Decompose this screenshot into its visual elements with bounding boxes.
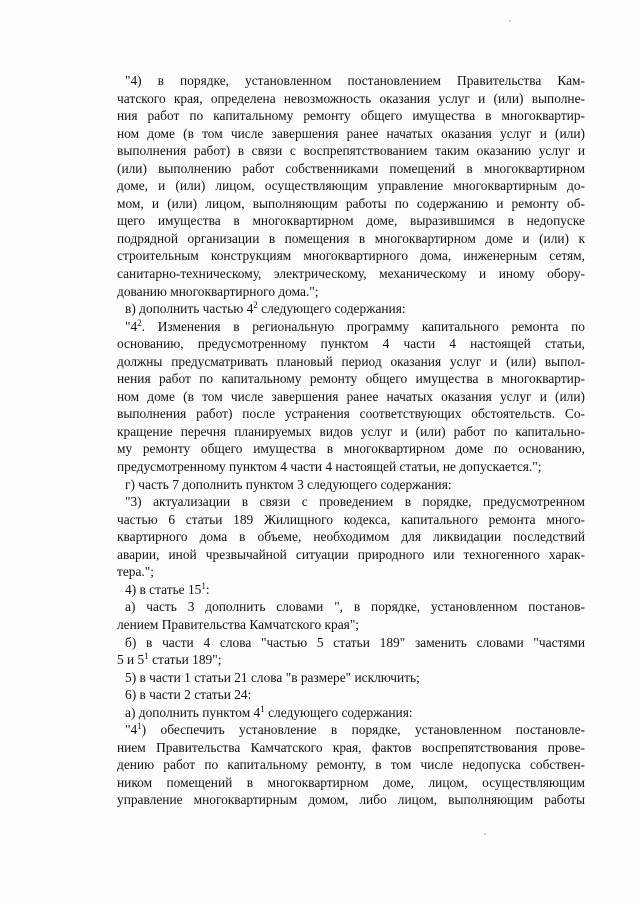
paragraph-point-3-text: [117, 493, 585, 581]
text-line: кращение перечня планируемых видов услуг и (или) работ по капитально-: [117, 423, 585, 439]
superscript: 1: [144, 651, 149, 662]
text-line: предусмотренному пунктом 4 части 4 настоящей статьи, не допускается.";: [117, 459, 542, 475]
text-fragment: "4: [125, 318, 138, 334]
paragraph-part-7-add: [117, 476, 585, 494]
text-line: [117, 300, 585, 318]
text-line: ном доме (в том числе завершения ранее начатых оказания услуг и (или): [117, 388, 585, 404]
scan-speck: [509, 20, 511, 22]
text-line: [117, 318, 585, 336]
paragraph-article-24: [117, 686, 585, 704]
paragraph-amendment-point-4: [117, 72, 585, 300]
text-fragment: 4) в статье 15: [125, 581, 202, 597]
text-line: дению работ по капитальному ремонту, в том числе недопуска собствен-: [117, 757, 585, 773]
scan-speck: [484, 833, 486, 835]
text-line: должны предусматривать плановый период оказания услуг и (или) выпол-: [117, 353, 585, 369]
text-line: лением Правительства Камчатского края";: [117, 616, 360, 632]
text-line: [117, 721, 585, 739]
text-line: строительным конструкциям многоквартирного дома, инженерным сетям,: [117, 248, 585, 264]
text-line: (или) выполнению работ собственниками помещений в многоквартирном: [117, 160, 585, 176]
text-line: основанию, предусмотренному пунктом 4 части 4 настоящей статьи,: [117, 336, 585, 352]
text-line: нения работ по капитальному ремонту общего имущества в многоквартир-: [117, 371, 585, 387]
text-line: доме, и (или) лицом, осуществляющим управление многоквартирным до-: [117, 178, 585, 194]
text-line: подрядной организации в помещения в многоквартирном доме и (или) к: [117, 230, 585, 246]
superscript: 2: [253, 300, 258, 311]
text-fragment: в) дополнить частью 4: [125, 301, 254, 317]
text-line: ником помещений в многоквартирном доме, лицом, осуществляющим: [117, 774, 585, 790]
text-line: б) в части 4 слова "частью 5 статьи 189" заменить словами "частями: [125, 634, 585, 650]
superscript: 1: [201, 580, 206, 591]
paragraph-part-4-2-text: [117, 318, 585, 476]
text-line: му ремонту общего имущества в многоквартирном доме по основанию,: [117, 441, 585, 457]
paragraph-article-21: [117, 669, 585, 687]
text-fragment: а) дополнить пунктом 4: [125, 704, 261, 720]
text-line: управление многоквартирным домом, либо лицом, выполняющим работы: [117, 792, 585, 808]
text-fragment: "4: [125, 722, 138, 738]
text-line: выполнения работ) в связи с воспрепятствованием таким оказанию услуг и: [117, 143, 585, 159]
paragraph-part-4-words: [117, 634, 585, 669]
text-line: нием Правительства Камчатского края, фактов воспрепятствования прове-: [117, 739, 585, 755]
document-body: [117, 72, 585, 809]
superscript: 2: [137, 317, 142, 328]
text-fragment: . Изменения в региональную программу капитального ремонта по: [141, 318, 585, 334]
superscript: 1: [260, 703, 265, 714]
superscript: 1: [137, 721, 142, 732]
text-line: мом, и (или) лицом, выполняющим работы по содержанию и ремонту об-: [117, 195, 585, 211]
text-fragment: :: [205, 581, 210, 597]
paragraph-add-point-4-1: [117, 704, 585, 722]
text-fragment: 5 и 5: [117, 652, 145, 668]
text-line: чатского края, определена невозможность оказания услуг и (или) выполне-: [117, 90, 585, 106]
text-line: ния работ по капитальному ремонту общего имущества в многоквартир-: [117, 108, 585, 124]
paragraph-add-part-4-2: [117, 300, 585, 318]
text-line: квартирного дома в объеме, необходимом для ликвидации последствий: [117, 529, 585, 545]
text-fragment: ) обеспечить установление в порядке, установленном постановле-: [141, 722, 585, 738]
text-line: 6) в части 2 статьи 24:: [125, 687, 252, 703]
text-line: санитарно-техническому, электрическому, механическому и иному обору-: [117, 266, 585, 282]
text-line: частью 6 статьи 189 Жилищного кодекса, капитального ремонта много-: [117, 511, 585, 527]
text-line: выполнения работ) после устранения соответствующих обстоятельств. Со-: [117, 406, 585, 422]
text-line: "3) актуализации в связи с проведением в порядке, предусмотренном: [125, 494, 585, 510]
text-fragment: следующего содержания:: [257, 301, 406, 317]
text-line: тера.";: [117, 564, 154, 580]
text-line: г) часть 7 дополнить пунктом 3 следующего содержания:: [125, 476, 452, 492]
paragraph-point-4-1-text: [117, 721, 585, 809]
text-line: щего имущества в многоквартирном доме, выразившимся в недопуске: [117, 213, 585, 229]
text-line: аварии, иной чрезвычайной ситуации природного или техногенного харак-: [117, 546, 585, 562]
text-line: а) часть 3 дополнить словами ", в порядке, установленном постанов-: [125, 599, 585, 615]
text-line: [117, 704, 585, 722]
text-line: "4) в порядке, установленном постановлением Правительства Кам-: [125, 73, 585, 88]
text-line: дованию многоквартирного дома.";: [117, 283, 319, 299]
text-fragment: следующего содержания:: [264, 704, 413, 720]
text-line: [117, 581, 585, 599]
paragraph-part-3-words: [117, 598, 585, 633]
text-line: 5) в части 1 статьи 21 слова "в размере" исключить;: [125, 669, 420, 685]
paragraph-article-15-1: [117, 581, 585, 599]
text-line: ном доме (в том числе завершения ранее начатых оказания услуг и (или): [117, 125, 585, 141]
text-fragment: статьи 189";: [148, 652, 222, 668]
text-line: [117, 651, 585, 669]
